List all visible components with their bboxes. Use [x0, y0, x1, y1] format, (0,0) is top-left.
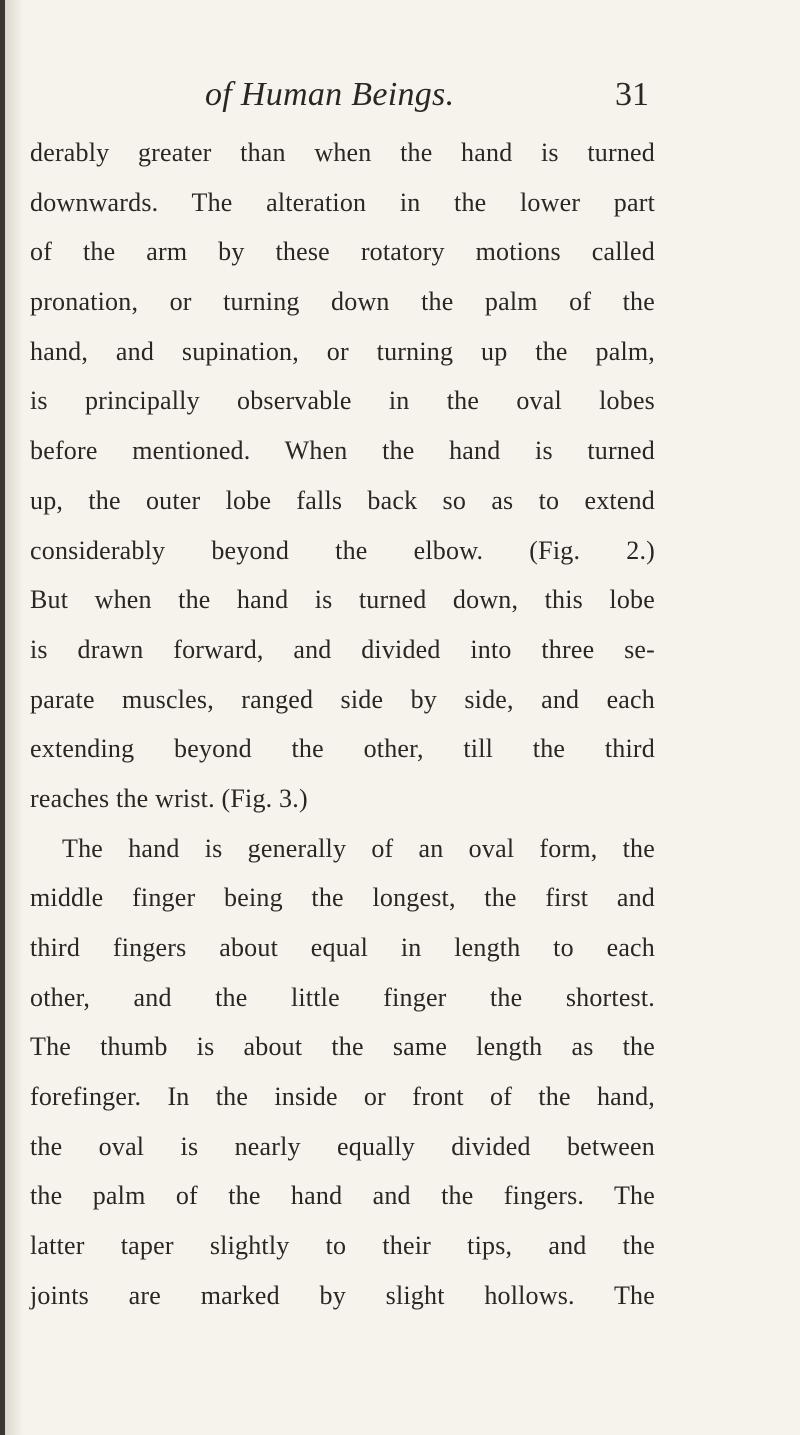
- text-line: other, and the little finger the shortest.: [30, 982, 655, 1012]
- text-line: downwards. The alteration in the lower part: [30, 187, 655, 217]
- text-line: of the arm by these rotatory motions called: [30, 237, 655, 267]
- page-gutter-shadow: [5, 0, 23, 1435]
- text-line: derably greater than when the hand is turned: [30, 138, 655, 167]
- text-line: But when the hand is turned down, this lobe: [30, 585, 655, 615]
- text-line-paragraph-start: The hand is generally of an oval form, the: [62, 833, 655, 863]
- text-line: extending beyond the other, till the third: [30, 734, 655, 764]
- running-title: of Human Beings.: [205, 76, 455, 113]
- text-line: before mentioned. When the hand is turned: [30, 436, 655, 466]
- page-number: 31: [615, 76, 649, 113]
- text-line: the oval is nearly equally divided between: [30, 1131, 655, 1161]
- text-line: is principally observable in the oval lobes: [30, 386, 655, 416]
- running-head: [0, 70, 800, 120]
- text-line: parate muscles, ranged side by side, and each: [30, 684, 655, 714]
- text-line: latter taper slightly to their tips, and the: [30, 1231, 655, 1261]
- text-line: The thumb is about the same length as the: [30, 1032, 655, 1062]
- text-line: third fingers about equal in length to each: [30, 933, 655, 962]
- text-line: forefinger. In the inside or front of the hand,: [30, 1082, 655, 1112]
- text-line: the palm of the hand and the fingers. The: [30, 1181, 655, 1211]
- text-line: joints are marked by slight hollows. The: [30, 1280, 655, 1310]
- text-line: is drawn forward, and divided into three se-: [30, 634, 655, 664]
- text-line-paragraph-end: reaches the wrist. (Fig. 3.): [30, 783, 308, 813]
- text-line: pronation, or turning down the palm of the: [30, 287, 655, 317]
- text-line: up, the outer lobe falls back so as to extend: [30, 485, 655, 515]
- text-line: middle finger being the longest, the first and: [30, 883, 655, 913]
- text-line: considerably beyond the elbow. (Fig. 2.): [30, 535, 655, 565]
- body-text: [30, 128, 655, 1321]
- text-line: hand, and supination, or turning up the palm,: [30, 336, 655, 366]
